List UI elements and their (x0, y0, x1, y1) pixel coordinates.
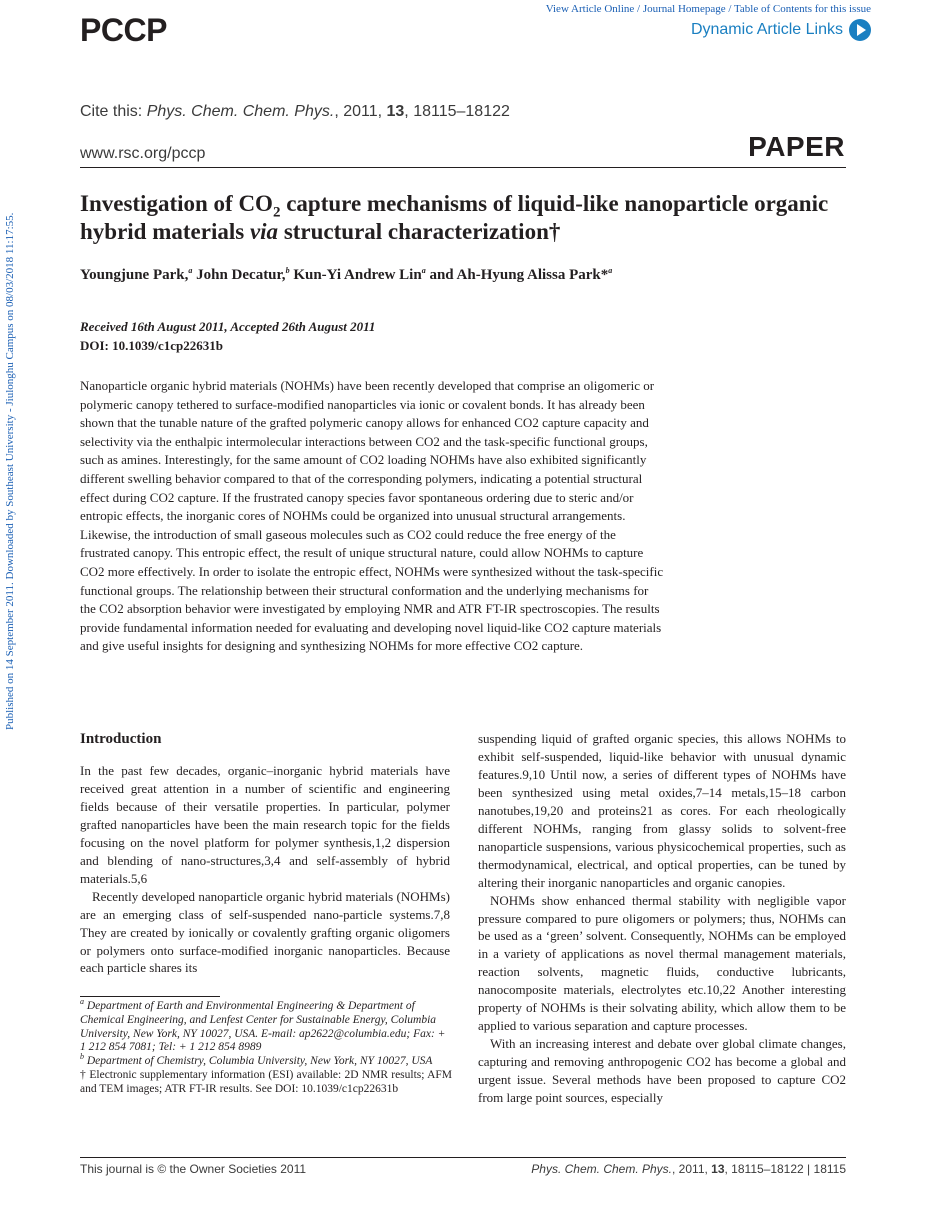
title-part: capture mechanisms of liquid-like nanoparticle organic hybrid materials (80, 191, 829, 244)
dynamic-article-links-label[interactable]: Dynamic Article Links (690, 21, 843, 38)
title-italic: via (249, 219, 279, 244)
header-divider (80, 167, 846, 168)
footer-pages: , 18115–18122 (724, 1162, 804, 1176)
top-links: View Article Online / Journal Homepage / Table of Contents for this issue (545, 3, 871, 15)
footer-copyright: This journal is © the Owner Societies 2011 (80, 1162, 307, 1176)
footer-citation: Phys. Chem. Chem. Phys., 2011, 13, 18115–18122 | 18115 (531, 1162, 846, 1176)
affiliation-mark: a (421, 266, 426, 275)
section-heading-introduction: Introduction (80, 731, 162, 747)
footer-journal: Phys. Chem. Chem. Phys. (531, 1162, 673, 1176)
cite-prefix: Cite this: (80, 103, 147, 120)
footnote-divider (80, 996, 220, 997)
page-number: 18115 (813, 1162, 846, 1176)
article-doi[interactable]: DOI: 10.1039/c1cp22631b (80, 338, 223, 353)
affiliation-b (80, 1052, 452, 1069)
affiliation-a (80, 997, 452, 1055)
cite-volume: 13 (386, 103, 405, 120)
journal-homepage-link[interactable]: Journal Homepage (642, 3, 726, 15)
cite-journal: Phys. Chem. Chem. Phys. (146, 103, 335, 120)
footer-volume: 13 (711, 1162, 725, 1176)
affiliation-mark: a (608, 266, 613, 275)
play-arrow-icon[interactable] (849, 19, 871, 41)
author-list (80, 265, 680, 285)
abstract (80, 377, 665, 656)
journal-logo: PCCP (80, 12, 167, 48)
affiliation-text: Department of Earth and Environmental Engineering & Department of Chemical Engineering, and Lenfest Center for Sustainable Energy, Columbia University, New York, NY 10027, USA. E-mail: ap2622@columbia.edu; Fax: + 1 212 854 7081; Tel: + 1 212 854 8989 (80, 1000, 446, 1054)
paragraph: In the past few decades, organic–inorganic hybrid materials have received great attention in a number of scientific and engineering fields because of their versatile properties. In particular, polymer grafted nanoparticles have been the main research topic for the fields focusing on the novel platform for polymer synthesis,1,2 dispersion and blending of nano-structures,3,4 and self-assembly of hybrid materials.5,6 (80, 763, 450, 886)
dynamic-article-links[interactable] (691, 19, 871, 41)
author-name[interactable]: John Decatur, (192, 267, 286, 283)
author-name[interactable]: and Ah-Hyung Alissa Park* (425, 267, 609, 283)
paragraph: Recently developed nanoparticle organic hybrid materials (NOHMs) are an emerging class of self-suspended nano-particle systems.7,8 They are created by ionically or covalently grafting organic oligomers or polymers onto surface-modified inorganic nanoparticles. Because each particle shares its (80, 888, 450, 976)
view-article-online-link[interactable]: View Article Online (545, 3, 635, 15)
cite-year: , 2011, (334, 103, 387, 120)
article-title (80, 190, 850, 246)
affiliation-mark: a (188, 266, 193, 275)
download-watermark: Published on 14 September 2011. Downloaded by Southeast University - Jiulonghu Campus on 08/03/2018 11:17:55. (4, 212, 16, 730)
article-type-label: PAPER (748, 131, 845, 162)
paragraph: NOHMs show enhanced thermal stability with negligible vapor pressure compared to pure oligomers or polymers; thus, NOHMs can be used as a ‘green’ solvent. Consequently, NOHMs can be employed in a variety of applications as novel thermal management materials, reaction solvents, magnetic fluids, conductive lubricants, nanocomposite materials, electrolytes etc.10,22 Another interesting property of NOHMs is their solvating ability, which allow them to be applied to various separation and capture processes. (478, 892, 846, 1034)
journal-url[interactable]: www.rsc.org/pccp (80, 145, 206, 162)
footnotes (80, 997, 452, 1097)
esi-note: † Electronic supplementary information (ESI) available: 2D NMR results; AFM and TEM images; ATR FT-IR results. See DOI: 10.1039/c1cp22631b (80, 1068, 452, 1095)
left-column (80, 762, 450, 977)
affiliation-text: Department of Chemistry, Columbia University, New York, NY 10027, USA (86, 1055, 433, 1068)
affiliation-mark: b (285, 266, 290, 275)
received-dates: Received 16th August 2011, Accepted 26th August 2011 (80, 319, 376, 334)
footer-divider (80, 1157, 846, 1158)
title-part: Investigation of CO (80, 191, 273, 216)
title-part: structural characterization† (278, 219, 561, 244)
paragraph: With an increasing interest and debate over global climate changes, capturing and removing anthropogenic CO2 has become a global and urgent issue. Several methods have been proposed to capture CO2 from large point sources, especially (478, 1036, 846, 1106)
author-name[interactable]: Kun-Yi Andrew Lin (289, 267, 422, 283)
affiliation-mark: a (80, 997, 84, 1007)
cite-pages: , 18115–18122 (404, 103, 510, 120)
footer-year: , 2011, (672, 1162, 712, 1176)
right-column (478, 730, 846, 1107)
affiliation-mark: b (80, 1052, 84, 1062)
author-name[interactable]: Youngjune Park, (80, 267, 189, 283)
title-subscript: 2 (272, 204, 281, 221)
abstract-text: Nanoparticle organic hybrid materials (NOHMs) have been recently developed that comprise an oligomeric or polymeric canopy tethered to surface-modified nanoparticles via ionic or covalent bonds. It has already been shown that the tunable nature of the grafted polymeric canopy allows for enhanced CO2 capture capacity and selectivity via the enthalpic intermolecular interactions between CO2 and the task-specific functional groups, such as amines. Interestingly, for the same amount of CO2 loading NOHMs have also exhibited significantly different swelling behavior compared to that of the corresponding polymers, indicating a potential structural effect during CO2 capture. If the frustrated canopy species favor spontaneous ordering due to steric and/or entropic effects, the inorganic cores of NOHMs could be organized into unusual structural arrangements. Likewise, the introduction of small gaseous molecules such as CO2 could reduce the free energy of the frustrated canopy. This entropic effect, the result of unique structural nature, could allow NOHMs to capture CO2 more effectively. In order to isolate the entropic effect, NOHMs were synthesized without the task-specific functional groups. The relationship between their structural conformation and the underlying mechanisms for the CO2 absorption behavior were investigated by employing NMR and ATR FT-IR spectroscopies. The results provide fundamental information needed for evaluating and developing novel liquid-like CO2 capture materials and give useful insights for designing and synthesizing NOHMs for more effective CO2 capture. (80, 378, 664, 654)
citation-line (80, 103, 510, 121)
paragraph: suspending liquid of grafted organic species, this allows NOHMs to exhibit self-suspended, liquid-like behavior with unusual dynamic features.9,10 Until now, a series of different types of NOHMs have been synthesized using metal oxides,7–14 metals,15–18 carbon nanotubes,19,20 and proteins21 as cores. For each rheologically different NOHMs, ranging from glassy solids to solvent-free nanoparticle suspensions, various physicochemical properties, such as thermodynamical, electrical, and optical properties, can be tuned by altering their inorganic nanoparticles and organic canopies. (478, 731, 846, 890)
table-of-contents-link[interactable]: Table of Contents for this issue (733, 3, 871, 15)
